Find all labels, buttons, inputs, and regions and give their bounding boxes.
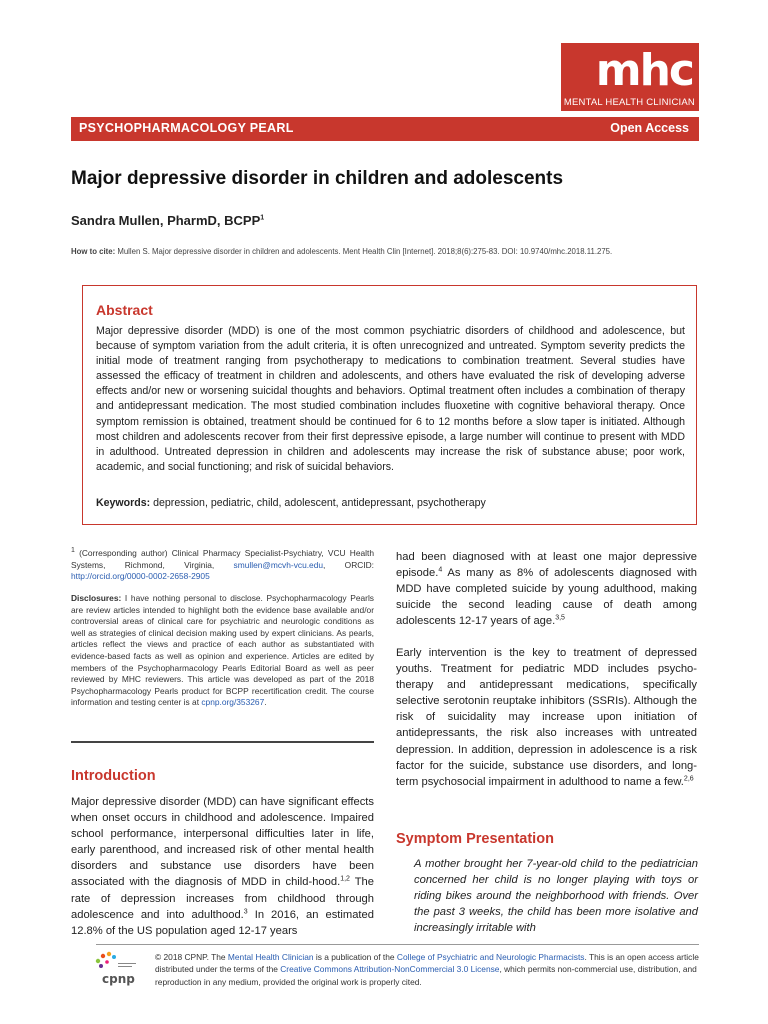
right-p1-ref-2[interactable]: 3,5 xyxy=(555,614,565,622)
symptom-presentation-heading: Symptom Presentation xyxy=(396,831,554,847)
keywords-list: depression, pediatric, child, adolescent, antidepressant, psychotherapy xyxy=(150,497,486,509)
footnote-text: (Corresponding author) Clinical Pharmacy Specialist-Psychiatry, VCU Health Systems, Richmond, Virginia, xyxy=(71,548,374,570)
footer-text-3: . This is an open access article distributed under the terms of the xyxy=(155,952,699,975)
cpnp-link[interactable]: College of Psychiatric and Neurologic Pharmacists xyxy=(396,952,585,962)
right-p2-ref[interactable]: 2,6 xyxy=(683,775,694,783)
right-paragraph-1 xyxy=(396,549,697,629)
license-link[interactable]: Creative Commons Attribution-NonCommercial 3.0 License xyxy=(280,964,500,975)
author-footnote xyxy=(71,548,374,583)
introduction-heading: Introduction xyxy=(71,768,156,784)
footer-text-4: , which permits non-commercial use, distribution, and reproduction in any medium, provided the original work is properly cited. xyxy=(155,964,697,987)
right-p2-text: Early intervention is the key to treatment of depressed youths. Treatment for pediatric MDD includes psycho-therapy and antidepressant medications, specifically selective serotonin reuptake inhibitors (SSRIs). Although the risk of suicidality may increase upon initiation of antidepressants, the risk also increases with untreated depression. In addition, depression in adolescence is a risk factor for the suicide, substance use disorders, and long-term psychosocial impairment in adulthood to name a few. xyxy=(396,647,697,788)
section-label: PSYCHOPHARMACOLOGY PEARL xyxy=(79,121,294,135)
cite-label: How to cite: xyxy=(71,247,116,256)
cite-text: Mullen S. Major depressive disorder in children and adolescents. Ment Health Clin [Internet]. 2018;8(6):275-83. DOI: 10.9740/mhc.2018.11.275. xyxy=(115,247,613,256)
license-notice xyxy=(155,951,700,988)
intro-text-1: Major depressive disorder (MDD) can have significant effects when onset occurs in childhood and adolescence. Impaired school performance, interpersonal difficulties later in life, early parenthood, and increased risk of other mental health disorders and substance use disorders have been associated with the diagnosis of MDD in child-hood. xyxy=(71,796,374,889)
footer-rule xyxy=(96,944,699,945)
intro-ref-1[interactable]: 1,2 xyxy=(340,875,350,883)
logo-mark: mhc xyxy=(595,45,693,96)
disclosures-end: . xyxy=(264,697,267,708)
right-p1-ref-1[interactable]: 4 xyxy=(438,566,443,574)
journal-link[interactable]: Mental Health Clinician xyxy=(227,952,314,962)
abstract-box xyxy=(82,285,697,525)
author-email-link[interactable]: smullen@mcvh-vcu.edu xyxy=(233,559,324,570)
orcid-label: , ORCID: xyxy=(323,559,374,570)
open-access-label: Open Access xyxy=(610,121,689,135)
footnote-sup: 1 xyxy=(71,547,75,555)
disclosures xyxy=(71,593,374,709)
disclosures-label: Disclosures: xyxy=(71,593,122,603)
disclosures-text: I have nothing personal to disclose. Psychopharmacology Pearls are review articles intended to highlight both the evidence base available and/or controversial areas of clinical care for psychiatric and neurologic conditions as well as strategies of clinical decision making used by expert clinicians. As pearls, articles reflect the views and practice of each author as substantiated with evidence-based facts as well as opinion and experience. Articles are edited by members of the Psychopharmacology Pearls Editorial Board as well as peer reviewed by MHC reviewers. This article was developed as part of the 2018 Psychopharmacology Pearls product for BCPP recertification credit. The course information and testing center is at xyxy=(71,593,374,708)
keywords-label: Keywords: xyxy=(96,497,151,509)
right-p1-text-a: had been diagnosed with at least one major depressive episode. xyxy=(396,551,697,580)
logo-subtitle: MENTAL HEALTH CLINICIAN xyxy=(563,97,695,108)
cpnp-logo-icon xyxy=(92,950,142,988)
journal-logo xyxy=(561,43,699,111)
cpnp-logo-text: cpnp xyxy=(102,972,135,986)
how-to-cite xyxy=(71,247,699,256)
author-sup: 1 xyxy=(260,214,265,222)
column-divider xyxy=(71,741,374,743)
article-authors xyxy=(71,213,264,228)
author-name: Sandra Mullen, PharmD, BCPP xyxy=(71,213,261,228)
right-p1-text-b: As many as 8% of adolescents diagnosed with MDD have completed suicide by young adulthood, making suicide the second leading cause of death among adolescents 12-17 years of age. xyxy=(396,567,697,628)
intro-text-2: The rate of depression increases from childhood through adolescence and into adulthood. xyxy=(71,876,374,921)
introduction-paragraph xyxy=(71,794,374,939)
section-header-bar xyxy=(71,117,699,141)
keywords xyxy=(96,497,486,509)
footer-text-1: © 2018 CPNP. The xyxy=(155,952,228,962)
case-vignette: A mother brought her 7-year-old child to the pediatrician concerned her child is no longer playing with toys or riding bikes around the neighborhood with friends. Over the past 3 weeks, the child has been more isolative and increasingly irritable with xyxy=(414,858,698,935)
abstract-heading: Abstract xyxy=(96,302,153,318)
course-link[interactable]: cpnp.org/353267 xyxy=(201,697,265,708)
orcid-link[interactable]: http://orcid.org/0000-0002-2658-2905 xyxy=(71,571,210,582)
footer-text-2: is a publication of the xyxy=(313,952,397,962)
intro-ref-2[interactable]: 3 xyxy=(243,907,248,915)
abstract-body: Major depressive disorder (MDD) is one of the most common psychiatric disorders of childhood and adolescence, but because of symptom variation from the adult criteria, it is often unrecognized and untreated. Symptom severity predicts the initial mode of treatment ranging from psychotherapy to medications to combination treatment. Several studies have assessed the efficacy of treatment in children and adolescents, and others have evaluated the risk of developing adverse effects and/or new or worsening suicidal thoughts and behaviors. Optimal treatment often includes a combination of therapy and antidepressant medication. The most studied combination includes fluoxetine with cognitive behavioral therapy. Once symptom remission is obtained, treatment should be continued for 6 to 12 months before a slow taper is initiated. Although most children and adolescents recover from their first depressive episode, a large number will continue to present with MDD in adulthood. Untreated depression in children and adolescents may increase the risk of substance abuse; poor work, academic, and social functioning; and risk of suicidal behaviors. xyxy=(96,325,685,473)
intro-text-3: In 2016, an estimated 12.8% of the US population aged 12-17 years xyxy=(71,908,374,937)
article-title: Major depressive disorder in children and adolescents xyxy=(71,168,564,189)
right-paragraph-2 xyxy=(396,645,697,790)
